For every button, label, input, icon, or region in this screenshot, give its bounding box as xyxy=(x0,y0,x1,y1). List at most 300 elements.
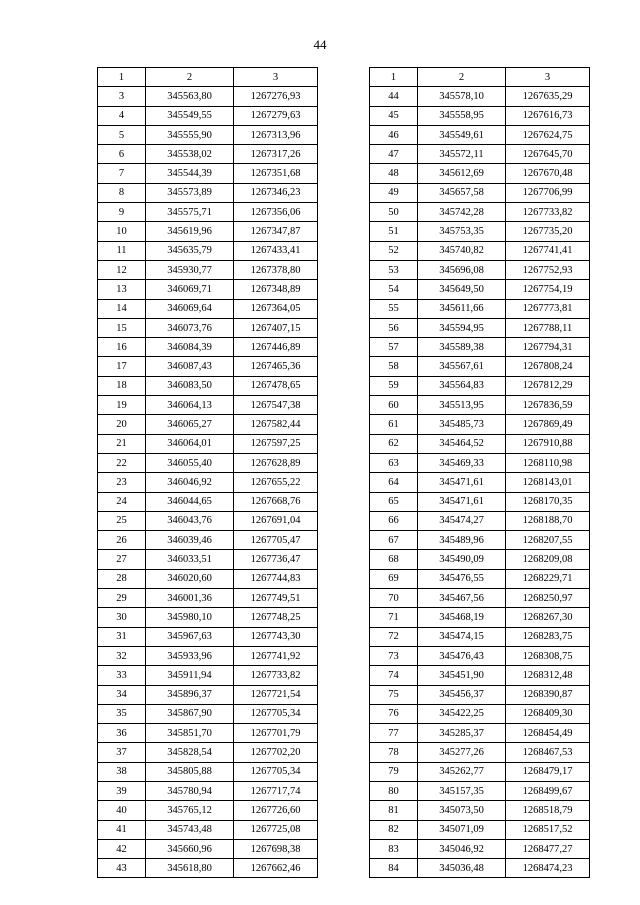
cell-point-number: 59 xyxy=(370,376,418,395)
cell-x-coordinate: 345930,77 xyxy=(146,260,234,279)
cell-x-coordinate: 346084,39 xyxy=(146,338,234,357)
cell-point-number: 61 xyxy=(370,415,418,434)
table-row xyxy=(98,781,318,800)
cell-point-number: 57 xyxy=(370,338,418,357)
table-row xyxy=(98,396,318,415)
cell-x-coordinate: 345469,33 xyxy=(418,453,506,472)
table-row xyxy=(98,145,318,164)
cell-y-coordinate: 1267736,47 xyxy=(234,550,318,569)
cell-x-coordinate: 345277,26 xyxy=(418,743,506,762)
cell-point-number: 64 xyxy=(370,473,418,492)
cell-y-coordinate: 1267706,99 xyxy=(506,183,590,202)
table-row xyxy=(98,183,318,202)
cell-point-number: 62 xyxy=(370,434,418,453)
table-row xyxy=(370,531,590,550)
cell-y-coordinate: 1267698,38 xyxy=(234,839,318,858)
cell-x-coordinate: 345549,55 xyxy=(146,106,234,125)
cell-point-number: 65 xyxy=(370,492,418,511)
cell-x-coordinate: 345933,96 xyxy=(146,646,234,665)
cell-y-coordinate: 1267276,93 xyxy=(234,87,318,106)
cell-y-coordinate: 1268517,52 xyxy=(506,820,590,839)
table-row xyxy=(98,318,318,337)
cell-x-coordinate: 345046,92 xyxy=(418,839,506,858)
cell-x-coordinate: 345513,95 xyxy=(418,396,506,415)
cell-point-number: 45 xyxy=(370,106,418,125)
cell-y-coordinate: 1267313,96 xyxy=(234,125,318,144)
table-row xyxy=(98,820,318,839)
table-row xyxy=(98,357,318,376)
coordinates-table-left xyxy=(97,67,318,878)
table-row xyxy=(370,569,590,588)
cell-point-number: 77 xyxy=(370,724,418,743)
cell-y-coordinate: 1268188,70 xyxy=(506,511,590,530)
table-row xyxy=(370,415,590,434)
table-row xyxy=(98,222,318,241)
cell-point-number: 25 xyxy=(98,511,146,530)
table-body-left xyxy=(98,68,318,878)
table-row xyxy=(98,376,318,395)
table-row xyxy=(98,164,318,183)
cell-x-coordinate: 346055,40 xyxy=(146,453,234,472)
cell-point-number: 30 xyxy=(98,608,146,627)
table-row xyxy=(370,627,590,646)
header-cell-number: 1 xyxy=(98,68,146,87)
cell-point-number: 51 xyxy=(370,222,418,241)
table-row xyxy=(98,203,318,222)
cell-point-number: 19 xyxy=(98,396,146,415)
cell-point-number: 16 xyxy=(98,338,146,357)
cell-point-number: 74 xyxy=(370,666,418,685)
table-row xyxy=(370,589,590,608)
cell-y-coordinate: 1267378,80 xyxy=(234,260,318,279)
cell-y-coordinate: 1268170,35 xyxy=(506,492,590,511)
cell-y-coordinate: 1267433,41 xyxy=(234,241,318,260)
cell-y-coordinate: 1267808,24 xyxy=(506,357,590,376)
cell-y-coordinate: 1268477,27 xyxy=(506,839,590,858)
cell-x-coordinate: 346033,51 xyxy=(146,550,234,569)
cell-x-coordinate: 345474,15 xyxy=(418,627,506,646)
table-row xyxy=(370,338,590,357)
table-row xyxy=(370,203,590,222)
cell-point-number: 55 xyxy=(370,299,418,318)
table-row xyxy=(370,511,590,530)
cell-point-number: 10 xyxy=(98,222,146,241)
cell-x-coordinate: 346044,65 xyxy=(146,492,234,511)
cell-point-number: 71 xyxy=(370,608,418,627)
cell-point-number: 38 xyxy=(98,762,146,781)
cell-x-coordinate: 345262,77 xyxy=(418,762,506,781)
table-row xyxy=(370,859,590,878)
table-row xyxy=(98,299,318,318)
table-row xyxy=(370,299,590,318)
table-row xyxy=(98,473,318,492)
table-row xyxy=(98,125,318,144)
cell-point-number: 44 xyxy=(370,87,418,106)
cell-x-coordinate: 345572,11 xyxy=(418,145,506,164)
cell-point-number: 69 xyxy=(370,569,418,588)
cell-y-coordinate: 1267754,19 xyxy=(506,280,590,299)
cell-y-coordinate: 1267465,36 xyxy=(234,357,318,376)
table-header-row xyxy=(370,68,590,87)
cell-y-coordinate: 1267597,25 xyxy=(234,434,318,453)
table-row xyxy=(370,608,590,627)
cell-x-coordinate: 345657,58 xyxy=(418,183,506,202)
cell-point-number: 58 xyxy=(370,357,418,376)
cell-point-number: 40 xyxy=(98,801,146,820)
cell-x-coordinate: 345468,19 xyxy=(418,608,506,627)
cell-y-coordinate: 1267705,34 xyxy=(234,762,318,781)
table-row xyxy=(98,762,318,781)
table-row xyxy=(370,434,590,453)
cell-x-coordinate: 345765,12 xyxy=(146,801,234,820)
table-row xyxy=(370,685,590,704)
cell-x-coordinate: 345805,88 xyxy=(146,762,234,781)
cell-x-coordinate: 345490,09 xyxy=(418,550,506,569)
table-row xyxy=(98,434,318,453)
cell-x-coordinate: 346064,01 xyxy=(146,434,234,453)
cell-y-coordinate: 1267356,06 xyxy=(234,203,318,222)
cell-point-number: 29 xyxy=(98,589,146,608)
table-row xyxy=(98,550,318,569)
table-row xyxy=(98,859,318,878)
cell-y-coordinate: 1267741,92 xyxy=(234,646,318,665)
cell-point-number: 39 xyxy=(98,781,146,800)
cell-y-coordinate: 1267743,30 xyxy=(234,627,318,646)
cell-y-coordinate: 1267794,31 xyxy=(506,338,590,357)
table-row xyxy=(370,801,590,820)
cell-y-coordinate: 1268229,71 xyxy=(506,569,590,588)
table-row xyxy=(98,415,318,434)
cell-x-coordinate: 345285,37 xyxy=(418,724,506,743)
cell-x-coordinate: 345851,70 xyxy=(146,724,234,743)
coordinates-table-right xyxy=(369,67,590,878)
cell-x-coordinate: 346001,36 xyxy=(146,589,234,608)
cell-y-coordinate: 1267705,47 xyxy=(234,531,318,550)
cell-x-coordinate: 346073,76 xyxy=(146,318,234,337)
cell-point-number: 7 xyxy=(98,164,146,183)
cell-point-number: 15 xyxy=(98,318,146,337)
cell-x-coordinate: 345911,94 xyxy=(146,666,234,685)
page-number: 44 xyxy=(313,37,327,52)
cell-point-number: 82 xyxy=(370,820,418,839)
cell-point-number: 73 xyxy=(370,646,418,665)
table-row xyxy=(370,145,590,164)
table-row xyxy=(98,743,318,762)
table-row xyxy=(370,724,590,743)
table-row xyxy=(370,473,590,492)
cell-point-number: 75 xyxy=(370,685,418,704)
cell-point-number: 12 xyxy=(98,260,146,279)
cell-y-coordinate: 1268390,87 xyxy=(506,685,590,704)
table-row xyxy=(370,396,590,415)
cell-y-coordinate: 1267726,60 xyxy=(234,801,318,820)
header-cell-x: 2 xyxy=(146,68,234,87)
cell-y-coordinate: 1268110,98 xyxy=(506,453,590,472)
table-row xyxy=(98,453,318,472)
table-row xyxy=(98,666,318,685)
cell-point-number: 22 xyxy=(98,453,146,472)
cell-y-coordinate: 1267691,04 xyxy=(234,511,318,530)
cell-point-number: 35 xyxy=(98,704,146,723)
cell-y-coordinate: 1268409,30 xyxy=(506,704,590,723)
cell-y-coordinate: 1267655,22 xyxy=(234,473,318,492)
cell-y-coordinate: 1268454,49 xyxy=(506,724,590,743)
cell-y-coordinate: 1267741,41 xyxy=(506,241,590,260)
cell-x-coordinate: 345073,50 xyxy=(418,801,506,820)
table-row xyxy=(370,222,590,241)
cell-point-number: 49 xyxy=(370,183,418,202)
cell-x-coordinate: 345980,10 xyxy=(146,608,234,627)
table-row xyxy=(98,724,318,743)
cell-x-coordinate: 345578,10 xyxy=(418,87,506,106)
cell-point-number: 43 xyxy=(98,859,146,878)
cell-x-coordinate: 345471,61 xyxy=(418,473,506,492)
cell-y-coordinate: 1267351,68 xyxy=(234,164,318,183)
table-row xyxy=(98,627,318,646)
cell-y-coordinate: 1267869,49 xyxy=(506,415,590,434)
cell-point-number: 48 xyxy=(370,164,418,183)
cell-point-number: 46 xyxy=(370,125,418,144)
cell-point-number: 41 xyxy=(98,820,146,839)
table-row xyxy=(370,87,590,106)
cell-point-number: 28 xyxy=(98,569,146,588)
table-row xyxy=(370,666,590,685)
cell-y-coordinate: 1267721,54 xyxy=(234,685,318,704)
table-row xyxy=(98,569,318,588)
cell-point-number: 78 xyxy=(370,743,418,762)
cell-x-coordinate: 346046,92 xyxy=(146,473,234,492)
cell-point-number: 20 xyxy=(98,415,146,434)
cell-y-coordinate: 1268474,23 xyxy=(506,859,590,878)
cell-x-coordinate: 345828,54 xyxy=(146,743,234,762)
table-row xyxy=(370,357,590,376)
cell-point-number: 34 xyxy=(98,685,146,704)
cell-y-coordinate: 1267701,79 xyxy=(234,724,318,743)
cell-point-number: 11 xyxy=(98,241,146,260)
cell-point-number: 23 xyxy=(98,473,146,492)
table-row xyxy=(370,106,590,125)
cell-point-number: 6 xyxy=(98,145,146,164)
cell-x-coordinate: 346064,13 xyxy=(146,396,234,415)
table-row xyxy=(370,241,590,260)
cell-point-number: 14 xyxy=(98,299,146,318)
cell-y-coordinate: 1267735,20 xyxy=(506,222,590,241)
cell-point-number: 31 xyxy=(98,627,146,646)
cell-x-coordinate: 346043,76 xyxy=(146,511,234,530)
cell-x-coordinate: 345780,94 xyxy=(146,781,234,800)
table-row xyxy=(370,743,590,762)
table-row xyxy=(370,762,590,781)
cell-x-coordinate: 345740,82 xyxy=(418,241,506,260)
table-row xyxy=(370,646,590,665)
cell-y-coordinate: 1267317,26 xyxy=(234,145,318,164)
cell-x-coordinate: 345476,43 xyxy=(418,646,506,665)
cell-x-coordinate: 345564,83 xyxy=(418,376,506,395)
header-cell-number: 1 xyxy=(370,68,418,87)
cell-point-number: 47 xyxy=(370,145,418,164)
cell-point-number: 26 xyxy=(98,531,146,550)
cell-y-coordinate: 1267364,05 xyxy=(234,299,318,318)
cell-point-number: 42 xyxy=(98,839,146,858)
cell-point-number: 52 xyxy=(370,241,418,260)
cell-x-coordinate: 346020,60 xyxy=(146,569,234,588)
table-row xyxy=(370,492,590,511)
cell-x-coordinate: 345567,61 xyxy=(418,357,506,376)
cell-x-coordinate: 345485,73 xyxy=(418,415,506,434)
cell-point-number: 83 xyxy=(370,839,418,858)
cell-y-coordinate: 1267910,88 xyxy=(506,434,590,453)
table-row xyxy=(370,125,590,144)
header-cell-x: 2 xyxy=(418,68,506,87)
table-row xyxy=(98,511,318,530)
cell-x-coordinate: 345549,61 xyxy=(418,125,506,144)
cell-y-coordinate: 1267547,38 xyxy=(234,396,318,415)
table-row xyxy=(370,318,590,337)
table-row xyxy=(370,280,590,299)
cell-point-number: 63 xyxy=(370,453,418,472)
cell-y-coordinate: 1267702,20 xyxy=(234,743,318,762)
header-cell-y: 3 xyxy=(234,68,318,87)
cell-y-coordinate: 1267836,59 xyxy=(506,396,590,415)
table-row xyxy=(98,801,318,820)
cell-point-number: 68 xyxy=(370,550,418,569)
cell-point-number: 66 xyxy=(370,511,418,530)
cell-y-coordinate: 1267812,29 xyxy=(506,376,590,395)
cell-point-number: 9 xyxy=(98,203,146,222)
cell-x-coordinate: 345538,02 xyxy=(146,145,234,164)
cell-x-coordinate: 345471,61 xyxy=(418,492,506,511)
cell-x-coordinate: 345036,48 xyxy=(418,859,506,878)
cell-x-coordinate: 345573,89 xyxy=(146,183,234,202)
table-row xyxy=(370,260,590,279)
cell-y-coordinate: 1268308,75 xyxy=(506,646,590,665)
cell-y-coordinate: 1267705,34 xyxy=(234,704,318,723)
cell-y-coordinate: 1268479,17 xyxy=(506,762,590,781)
cell-point-number: 53 xyxy=(370,260,418,279)
cell-point-number: 56 xyxy=(370,318,418,337)
cell-y-coordinate: 1268283,75 xyxy=(506,627,590,646)
cell-x-coordinate: 346069,64 xyxy=(146,299,234,318)
cell-x-coordinate: 345742,28 xyxy=(418,203,506,222)
cell-point-number: 84 xyxy=(370,859,418,878)
cell-x-coordinate: 345563,80 xyxy=(146,87,234,106)
table-row xyxy=(98,646,318,665)
cell-x-coordinate: 345743,48 xyxy=(146,820,234,839)
cell-point-number: 3 xyxy=(98,87,146,106)
table-row xyxy=(370,820,590,839)
table-row xyxy=(98,839,318,858)
cell-x-coordinate: 345555,90 xyxy=(146,125,234,144)
cell-point-number: 5 xyxy=(98,125,146,144)
cell-x-coordinate: 345696,08 xyxy=(418,260,506,279)
table-row xyxy=(98,531,318,550)
cell-x-coordinate: 346069,71 xyxy=(146,280,234,299)
cell-point-number: 54 xyxy=(370,280,418,299)
cell-x-coordinate: 345594,95 xyxy=(418,318,506,337)
cell-point-number: 36 xyxy=(98,724,146,743)
cell-y-coordinate: 1268209,08 xyxy=(506,550,590,569)
cell-y-coordinate: 1267668,76 xyxy=(234,492,318,511)
cell-x-coordinate: 345544,39 xyxy=(146,164,234,183)
cell-x-coordinate: 345476,55 xyxy=(418,569,506,588)
cell-point-number: 4 xyxy=(98,106,146,125)
cell-y-coordinate: 1267733,82 xyxy=(506,203,590,222)
table-row xyxy=(98,589,318,608)
cell-y-coordinate: 1267752,93 xyxy=(506,260,590,279)
cell-point-number: 72 xyxy=(370,627,418,646)
table-row xyxy=(98,87,318,106)
cell-x-coordinate: 345575,71 xyxy=(146,203,234,222)
cell-y-coordinate: 1268267,30 xyxy=(506,608,590,627)
cell-y-coordinate: 1267478,65 xyxy=(234,376,318,395)
table-row xyxy=(370,453,590,472)
cell-point-number: 33 xyxy=(98,666,146,685)
table-row xyxy=(98,685,318,704)
cell-y-coordinate: 1267347,87 xyxy=(234,222,318,241)
cell-x-coordinate: 345071,09 xyxy=(418,820,506,839)
cell-point-number: 70 xyxy=(370,589,418,608)
cell-x-coordinate: 345467,56 xyxy=(418,589,506,608)
cell-point-number: 79 xyxy=(370,762,418,781)
cell-x-coordinate: 345474,27 xyxy=(418,511,506,530)
table-row xyxy=(98,260,318,279)
cell-y-coordinate: 1267628,89 xyxy=(234,453,318,472)
cell-point-number: 76 xyxy=(370,704,418,723)
cell-point-number: 67 xyxy=(370,531,418,550)
cell-y-coordinate: 1268467,53 xyxy=(506,743,590,762)
cell-point-number: 18 xyxy=(98,376,146,395)
cell-x-coordinate: 345456,37 xyxy=(418,685,506,704)
cell-point-number: 21 xyxy=(98,434,146,453)
cell-y-coordinate: 1267582,44 xyxy=(234,415,318,434)
cell-x-coordinate: 345967,63 xyxy=(146,627,234,646)
table-row xyxy=(370,839,590,858)
cell-x-coordinate: 345422,25 xyxy=(418,704,506,723)
table-row xyxy=(370,183,590,202)
cell-y-coordinate: 1267348,89 xyxy=(234,280,318,299)
cell-y-coordinate: 1267670,48 xyxy=(506,164,590,183)
table-row xyxy=(370,781,590,800)
cell-y-coordinate: 1267717,74 xyxy=(234,781,318,800)
cell-x-coordinate: 346065,27 xyxy=(146,415,234,434)
cell-x-coordinate: 345619,96 xyxy=(146,222,234,241)
cell-y-coordinate: 1267279,63 xyxy=(234,106,318,125)
cell-point-number: 13 xyxy=(98,280,146,299)
cell-y-coordinate: 1267616,73 xyxy=(506,106,590,125)
cell-x-coordinate: 345558,95 xyxy=(418,106,506,125)
cell-x-coordinate: 345649,50 xyxy=(418,280,506,299)
cell-point-number: 50 xyxy=(370,203,418,222)
cell-x-coordinate: 345612,69 xyxy=(418,164,506,183)
cell-x-coordinate: 345660,96 xyxy=(146,839,234,858)
cell-x-coordinate: 345451,90 xyxy=(418,666,506,685)
cell-y-coordinate: 1268499,67 xyxy=(506,781,590,800)
cell-x-coordinate: 345896,37 xyxy=(146,685,234,704)
cell-y-coordinate: 1267744,83 xyxy=(234,569,318,588)
cell-y-coordinate: 1268518,79 xyxy=(506,801,590,820)
table-row xyxy=(98,608,318,627)
cell-y-coordinate: 1267662,46 xyxy=(234,859,318,878)
cell-y-coordinate: 1267749,51 xyxy=(234,589,318,608)
table-row xyxy=(98,338,318,357)
table-row xyxy=(370,164,590,183)
cell-y-coordinate: 1267635,29 xyxy=(506,87,590,106)
cell-x-coordinate: 345618,80 xyxy=(146,859,234,878)
cell-point-number: 60 xyxy=(370,396,418,415)
cell-x-coordinate: 345867,90 xyxy=(146,704,234,723)
cell-point-number: 37 xyxy=(98,743,146,762)
cell-x-coordinate: 346039,46 xyxy=(146,531,234,550)
